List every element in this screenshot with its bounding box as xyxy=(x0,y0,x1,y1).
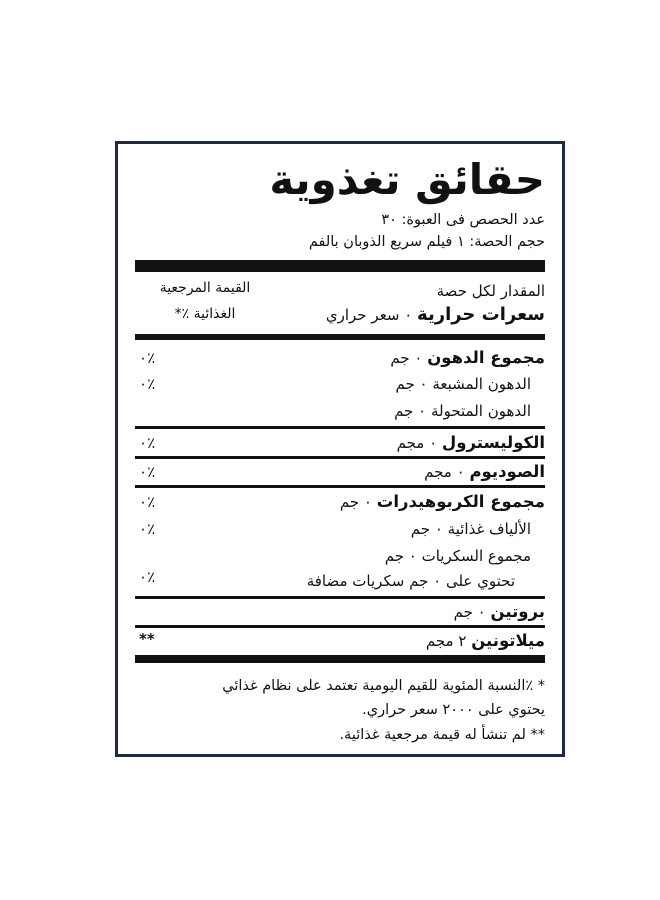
saturated-fat-dv: ٠٪ xyxy=(139,375,156,393)
protein-value: ٠ جم xyxy=(453,603,486,621)
amount-per-serving: المقدار لكل حصة xyxy=(436,282,545,300)
sodium-row xyxy=(424,461,545,483)
footnote-line3: ** لم تنشأ له قيمة مرجعية غذائية. xyxy=(339,727,545,743)
divider xyxy=(135,625,545,628)
daily-value-header-line2: الغذائية ٪* xyxy=(174,306,236,322)
total-carb-value: ٠ جم xyxy=(339,493,372,511)
medium-divider xyxy=(135,334,545,340)
thick-divider xyxy=(135,260,545,272)
divider xyxy=(135,456,545,459)
nutrition-facts-panel xyxy=(115,141,565,757)
footnote-line2: يحتوي على ٢٠٠٠ سعر حراري. xyxy=(362,702,545,718)
daily-value-header-line1: القيمة المرجعية xyxy=(159,280,251,296)
total-fat-value: ٠ جم xyxy=(390,349,423,367)
fiber-label: الألياف غذائية xyxy=(447,520,531,538)
calories-label: سعرات حرارية xyxy=(417,304,545,325)
added-sugars-row xyxy=(307,570,515,592)
divider xyxy=(135,485,545,488)
melatonin-dv: ** xyxy=(139,630,155,648)
melatonin-row xyxy=(426,630,545,652)
total-fat-label: مجموع الدهون xyxy=(427,348,545,367)
sugars-value: ٠ جم xyxy=(384,547,417,565)
sugars-row xyxy=(385,545,531,567)
total-carb-label: مجموع الكربوهيدرات xyxy=(376,492,545,511)
saturated-fat-label: الدهون المشبعة xyxy=(432,375,531,393)
total-fat-dv: ٠٪ xyxy=(139,349,156,367)
added-sugars-label: تحتوي على ٠ جم سكريات مضافة xyxy=(306,572,515,590)
fiber-value: ٠ جم xyxy=(410,520,443,538)
protein-label: بروتين xyxy=(490,602,545,621)
melatonin-value: ٢ مجم xyxy=(425,632,467,650)
sugars-label: مجموع السكريات xyxy=(421,547,531,565)
cholesterol-label: الكوليسترول xyxy=(441,433,545,452)
trans-fat-label: الدهون المتحولة xyxy=(430,402,531,420)
trans-fat-value: ٠ جم xyxy=(394,402,427,420)
total-fat-row xyxy=(390,347,545,369)
total-carb-row xyxy=(340,491,545,513)
trans-fat-row xyxy=(394,400,531,422)
cholesterol-value: ٠ مجم xyxy=(396,434,438,452)
protein-row xyxy=(454,601,545,623)
panel-title: حقائق تغذوية xyxy=(269,155,545,204)
calories-row xyxy=(326,304,545,326)
sodium-dv: ٠٪ xyxy=(139,463,156,481)
cholesterol-row xyxy=(397,432,545,454)
added-sugars-dv: ٠٪ xyxy=(139,568,156,586)
servings-per-container: عدد الحصص فى العبوة: ٣٠ xyxy=(381,212,545,228)
saturated-fat-value: ٠ جم xyxy=(395,375,428,393)
sodium-label: الصوديوم xyxy=(469,462,545,481)
saturated-fat-row xyxy=(395,373,531,395)
fiber-row xyxy=(411,518,531,540)
serving-size: حجم الحصة: ١ فيلم سريع الذوبان بالفم xyxy=(308,234,545,250)
calories-value: ٠ سعر حراري xyxy=(325,306,413,324)
cholesterol-dv: ٠٪ xyxy=(139,434,156,452)
melatonin-label: ميلاتونين xyxy=(471,631,545,650)
divider xyxy=(135,596,545,599)
total-carb-dv: ٠٪ xyxy=(139,493,156,511)
footnote-line1: * ٪النسبة المئوية للقيم اليومية تعتمد على نظام غذائي xyxy=(222,678,545,694)
thick-divider xyxy=(135,655,545,663)
sodium-value: ٠ مجم xyxy=(424,463,465,481)
fiber-dv: ٠٪ xyxy=(139,520,156,538)
divider xyxy=(135,426,545,429)
